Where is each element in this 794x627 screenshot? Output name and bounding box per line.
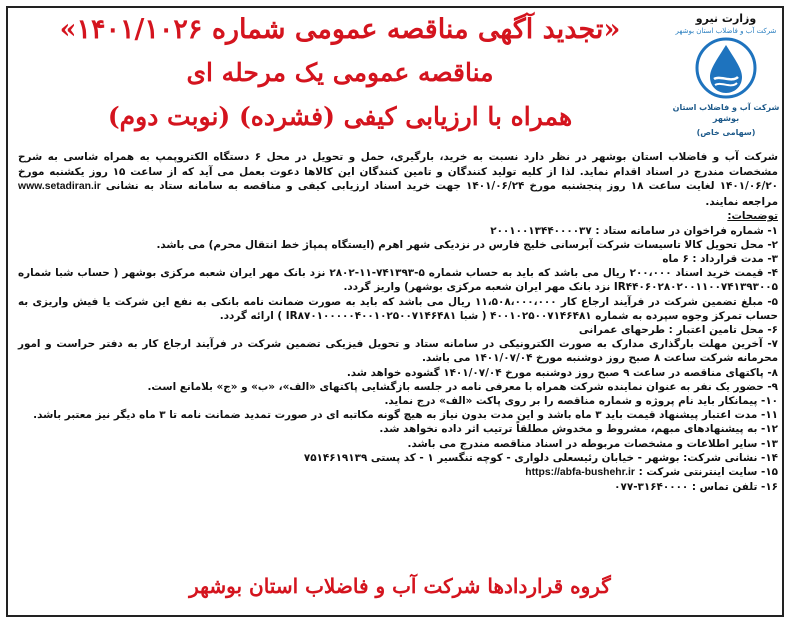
- notice-body: [18, 150, 778, 494]
- notice-title: «تجدید آگهی مناقصه عمومی شماره ۱۴۰۱/۱۰۲۶»: [59, 14, 621, 45]
- list-item: ۱۲- به پیشنهادهای مبهم، مشروط و مخدوش مطلقاً ترتیب اثر داده نخواهد شد.: [379, 423, 778, 436]
- ministry-label: وزارت نیرو: [695, 12, 757, 25]
- notice-subtitle-2: همراه با ارزیابی کیفی (فشرده) (نوبت دوم): [107, 102, 573, 131]
- logo-arc-text: شرکت آب و فاضلاب استان بوشهر: [675, 27, 777, 35]
- list-item: ۲- محل تحویل کالا تاسیسات شرکت آبرسانی خلیج فارس در نزدیکی شهر اهرم (ایستگاه پمپاژ خط انتقال محرم) می باشد.: [156, 238, 778, 251]
- footer-signature: گروه قراردادها شرکت آب و فاضلاب استان بوشهر: [189, 574, 611, 598]
- list-item-website: [18, 465, 778, 480]
- notice-subtitle: مناقصه عمومی یک مرحله ای: [186, 58, 494, 87]
- list-item: ۸- پاکتهای مناقصه در ساعت ۹ صبح روز دوشنبه مورخ ۱۴۰۱/۰۷/۰۴ گشوده خواهد شد.: [346, 366, 778, 379]
- intro-text: شرکت آب و فاضلاب استان بوشهر در نظر دارد نسبت به خرید، بارگیری، حمل و تحویل در محل ۶ دستگاه الکتروپمپ به همراه شاسی به شرح مشخصات مندرج در اسناد اقدام نماید. لذا از کلیه تولید کنندگان و تامین کنندگان این کالاها دعوت بعمل می آید که از ساعت ۱۵ روز یکشنبه مورخ ۱۴۰۱/۰۶/۲۰ لغایت ساعت ۱۸ روز پنجشنبه مورخ ۱۴۰۱/۰۶/۲۴ جهت خرید اسناد ارزیابی کیفی و مناقصه به سامانه ستاد به نشانی: [18, 151, 779, 193]
- list-item: ۷- آخرین مهلت بارگذاری مدارک به صورت الکترونیکی در سامانه ستاد و تحویل فیزیکی تضمین شرکت در فرآیند ارجاع کار به دفتر حراست و امور محرمانه شرکت ساعت ۸ صبح روز دوشنبه مورخ ۱۴۰۱/۰۷/۰۴ می باشد.: [18, 338, 778, 365]
- list-item: ۴- قیمت خرید اسناد ۲۰۰،۰۰۰ ریال می باشد که باید به حساب شماره ۵-۷۴۱۳۹۳-۱۱-۲۸۰۲ نزد بانک مهر ایران شعبه مرکزی بوشهر ( حساب شبا شماره IR۴۴۰۶۰۲۸۰۲۰۰۱۱۰۰۷۴۱۳۹۳۰۰۵ نزد بانک مهر ایران شعبه مرکزی بوشهر) واریز گردد.: [18, 267, 779, 294]
- list-item: ۱۰- پیمانکار باید نام پروژه و شماره مناقصه را بر روی پاکت «الف» درج نماید.: [384, 395, 778, 408]
- water-drop-icon: [694, 37, 758, 99]
- list-item: ۵- مبلغ تضمین شرکت در فرآیند ارجاع کار ۱۱،۵۰۸،۰۰۰،۰۰۰ ریال می باشد که باید به صورت ضمانت نامه بانکی به نفع این شرکت یا فیش واریزی به حساب تمرکز وجوه سپرده به شماره ۴۰۰۱۰۲۵۰۰۷۱۴۶۴۸۱ ( شبا IR۸۷۰۱۰۰۰۰۰۴۰۰۱۰۲۵۰۰۷۱۴۶۴۸۱ ) ارائه گردد.: [18, 295, 778, 322]
- notes-title: توضیحات:: [727, 210, 778, 223]
- list-item: ۱۳- سایر اطلاعات و مشخصات مربوطه در اسناد مناقصه مندرج می باشد.: [407, 437, 778, 450]
- company-logo: [670, 10, 782, 150]
- list-item: ۹- حضور یک نفر به عنوان نماینده شرکت همراه با معرفی نامه در جلسه بازگشایی پاکتهای «الف»، «ب» و «ج» بلامانع است.: [147, 380, 778, 393]
- list-item: ۱- شماره فراخوان در سامانه ستاد : ۲۰۰۱۰۰۱۳۴۴۰۰۰۰۳۷: [490, 224, 778, 237]
- website-label: ۱۵- سایت اینترنتی شرکت :: [638, 466, 778, 479]
- company-website-link[interactable]: https://abfa-bushehr.ir: [525, 467, 635, 479]
- company-type: (سهامی خاص): [696, 128, 756, 137]
- intro-paragraph: [18, 150, 778, 209]
- list-item: ۱۱- مدت اعتبار پیشنهاد قیمت باید ۳ ماه باشد و این مدت بدون نیاز به هیچ گونه مکاتبه ای در صورت تمدید ضمانت نامه تا ۳ ماه دیگر نیز معتبر باشد.: [33, 409, 778, 422]
- list-item: ۱۴- نشانی شرکت: بوشهر - خیابان رئیسعلی دلواری - کوچه تنگسیر ۱ - کد پستی ۷۵۱۴۶۱۹۱۳۹: [303, 451, 778, 464]
- setad-link[interactable]: www.setadiran.ir: [18, 181, 101, 193]
- intro-tail: مراجعه نمایند.: [705, 195, 778, 208]
- company-name: شرکت آب و فاضلاب استان بوشهر: [672, 103, 780, 123]
- phone-line: ۱۶- تلفن تماس : ۳۱۶۴۰۰۰۰-۰۷۷: [614, 481, 778, 494]
- list-item: ۶- محل تامین اعتبار : طرحهای عمرانی: [578, 324, 778, 336]
- list-item: ۳- مدت قرارداد : ۶ ماه: [662, 252, 778, 265]
